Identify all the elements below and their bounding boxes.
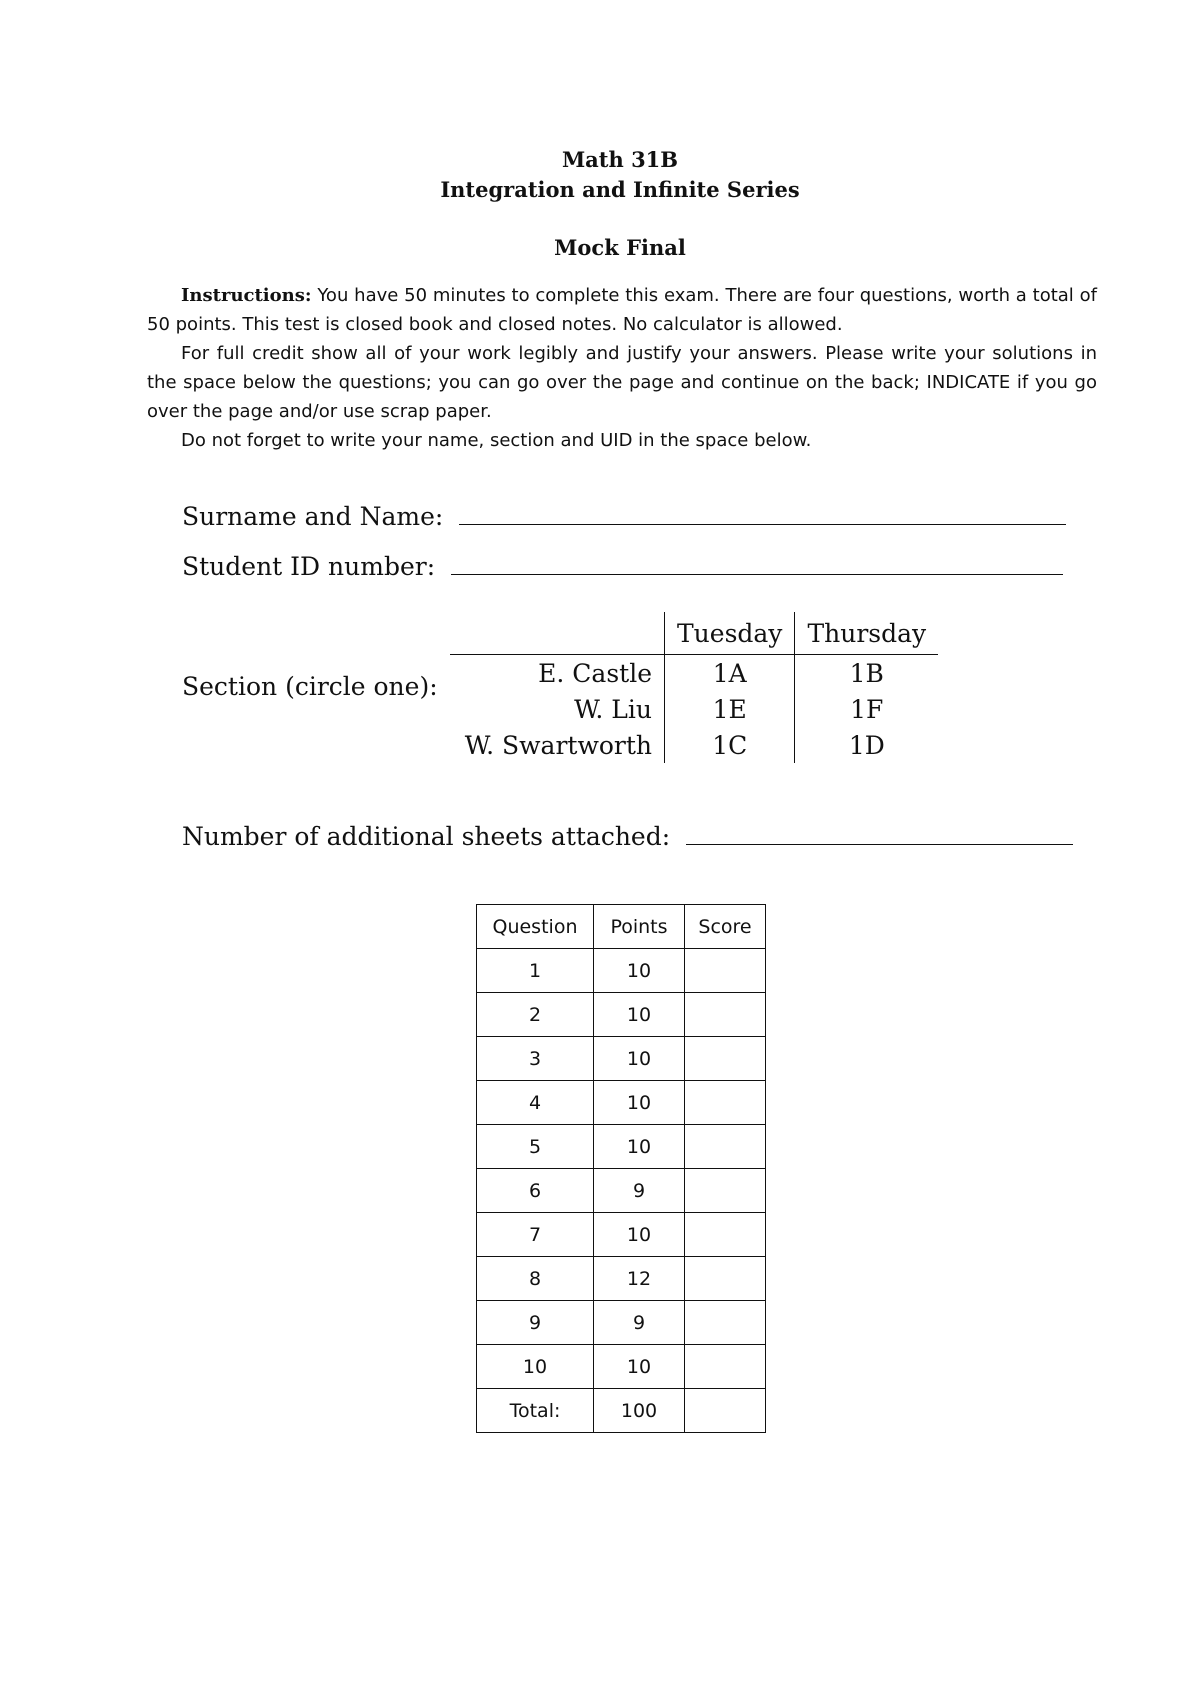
table-row: [477, 1081, 766, 1125]
instructor-name: W. Swartworth: [464, 730, 652, 760]
score-header-points: Points: [594, 905, 685, 949]
section-option[interactable]: 1F: [795, 691, 938, 727]
section-header-row: [450, 612, 938, 655]
table-row: [477, 1169, 766, 1213]
total-row: [477, 1389, 766, 1433]
additional-sheets-field: [182, 822, 1073, 851]
question-number: 1: [477, 949, 594, 993]
table-row: [477, 1213, 766, 1257]
score-cell[interactable]: [685, 1037, 766, 1081]
section-option[interactable]: 1C: [665, 727, 795, 763]
question-points: 9: [594, 1301, 685, 1345]
name-label: Surname and Name:: [182, 502, 444, 531]
question-points: 10: [594, 1125, 685, 1169]
section-option[interactable]: 1E: [665, 691, 795, 727]
total-score-cell[interactable]: [685, 1389, 766, 1433]
additional-sheets-blank[interactable]: [686, 843, 1073, 845]
question-points: 9: [594, 1169, 685, 1213]
table-row: [477, 1037, 766, 1081]
table-row: [477, 993, 766, 1037]
instructions-paragraph-1: [147, 281, 1097, 339]
total-label: Total:: [477, 1389, 594, 1433]
score-cell[interactable]: [685, 1081, 766, 1125]
score-cell[interactable]: [685, 949, 766, 993]
section-label: Section (circle one):: [182, 672, 438, 701]
score-header-score: Score: [685, 905, 766, 949]
table-row: [477, 1125, 766, 1169]
score-cell[interactable]: [685, 1169, 766, 1213]
section-header-tuesday: Tuesday: [665, 612, 795, 655]
instructions: [147, 281, 1097, 455]
score-header-question: Question: [477, 905, 594, 949]
instructions-text-1: You have 50 minutes to complete this exam. There are four questions, worth a total of 50 points. This test is closed book and closed notes. No calculator is allowed.: [147, 285, 1097, 335]
table-row: [477, 949, 766, 993]
score-table: [476, 904, 766, 1433]
score-header-row: [477, 905, 766, 949]
question-number: 9: [477, 1301, 594, 1345]
name-field: [182, 502, 1066, 531]
question-number: 7: [477, 1213, 594, 1257]
additional-sheets-label: Number of additional sheets attached:: [182, 822, 671, 851]
score-cell[interactable]: [685, 1301, 766, 1345]
student-id-blank[interactable]: [451, 573, 1063, 575]
score-cell[interactable]: [685, 1257, 766, 1301]
instructor-name: E. Castle: [538, 658, 652, 688]
section-header-thursday: Thursday: [795, 612, 938, 655]
question-points: 10: [594, 1081, 685, 1125]
question-points: 10: [594, 993, 685, 1037]
section-option[interactable]: 1D: [795, 727, 938, 763]
question-number: 8: [477, 1257, 594, 1301]
course-number: Math 31B: [561, 147, 679, 172]
score-cell[interactable]: [685, 1345, 766, 1389]
section-row: [450, 727, 938, 763]
question-number: 2: [477, 993, 594, 1037]
student-id-field: [182, 552, 1063, 581]
section-header-empty: [450, 612, 665, 655]
score-cell[interactable]: [685, 1125, 766, 1169]
instructions-label: Instructions:: [181, 285, 312, 306]
exam-title: Mock Final: [554, 235, 686, 260]
question-number: 3: [477, 1037, 594, 1081]
section-option[interactable]: 1A: [665, 655, 795, 692]
question-points: 10: [594, 1213, 685, 1257]
section-table: [450, 612, 938, 763]
table-row: [477, 1257, 766, 1301]
table-row: [477, 1345, 766, 1389]
course-title: Integration and Infinite Series: [440, 177, 800, 202]
section-row: [450, 655, 938, 692]
question-points: 10: [594, 949, 685, 993]
section-option[interactable]: 1B: [795, 655, 938, 692]
title-block: [0, 145, 1200, 263]
table-row: [477, 1301, 766, 1345]
name-blank[interactable]: [459, 523, 1066, 525]
instructions-paragraph-3: Do not forget to write your name, section and UID in the space below.: [181, 430, 812, 451]
section-row: [450, 691, 938, 727]
instructor-name: W. Liu: [574, 694, 652, 724]
question-points: 12: [594, 1257, 685, 1301]
student-id-label: Student ID number:: [182, 552, 436, 581]
question-number: 6: [477, 1169, 594, 1213]
score-cell[interactable]: [685, 1213, 766, 1257]
question-number: 10: [477, 1345, 594, 1389]
total-points: 100: [594, 1389, 685, 1433]
question-number: 5: [477, 1125, 594, 1169]
score-cell[interactable]: [685, 993, 766, 1037]
instructions-paragraph-2: For full credit show all of your work legibly and justify your answers. Please write your solutions in the space below the questions; you can go over the page and continue on the back; INDICATE if you go over the page and/or use scrap paper.: [147, 343, 1097, 422]
question-points: 10: [594, 1345, 685, 1389]
question-points: 10: [594, 1037, 685, 1081]
question-number: 4: [477, 1081, 594, 1125]
